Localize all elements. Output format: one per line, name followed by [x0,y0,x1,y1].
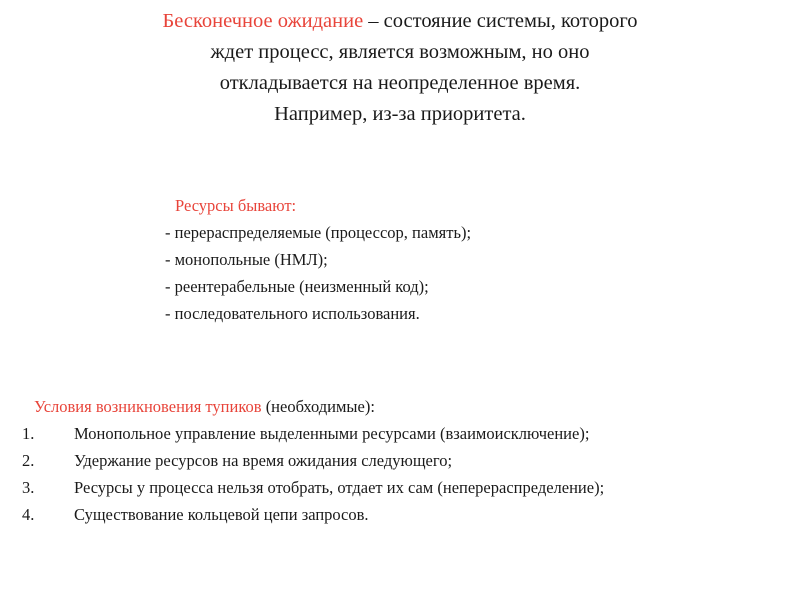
conditions-title [22,393,792,420]
conditions-list-item [22,474,792,501]
conditions-title-rest: (необходимые): [261,397,375,416]
conditions-list-item [22,420,792,447]
list-item-number: 4. [22,505,35,524]
list-item-text: Ресурсы у процесса нельзя отобрать, отдает их сам (неперераспределение); [74,478,605,497]
conditions-list [22,420,792,528]
conditions-block [22,393,792,528]
definition-line-1 [60,6,740,37]
definition-block [60,6,740,130]
list-item-text: Существование кольцевой цепи запросов. [74,505,369,524]
definition-line-4: Например, из-за приоритета. [274,103,526,125]
definition-term: Бесконечное ожидание [162,10,364,32]
resources-title: Ресурсы бывают: [175,196,297,215]
resources-item: - монопольные (НМЛ); [165,250,328,269]
resources-item: - последовательного использования. [165,304,420,323]
conditions-list-item [22,447,792,474]
conditions-title-accent: Условия возникновения тупиков [34,397,262,416]
list-item-number: 2. [22,451,35,470]
definition-line-2: ждет процесс, является возможным, но оно [210,41,590,63]
list-item-text: Монопольное управление выделенными ресурсами (взаимоисключение); [74,424,590,443]
list-item-number: 3. [22,478,35,497]
definition-line-1-rest: – состояние системы, которого [363,10,638,32]
conditions-list-item [22,501,792,528]
list-item-text: Удержание ресурсов на время ожидания следующего; [74,451,453,470]
list-item-number: 1. [22,424,35,443]
resources-item: - реентерабельные (неизменный код); [165,277,429,296]
resources-block [165,192,725,327]
definition-line-3: откладывается на неопределенное время. [219,72,581,94]
resources-item: - перераспределяемые (процессор, память); [165,223,472,242]
